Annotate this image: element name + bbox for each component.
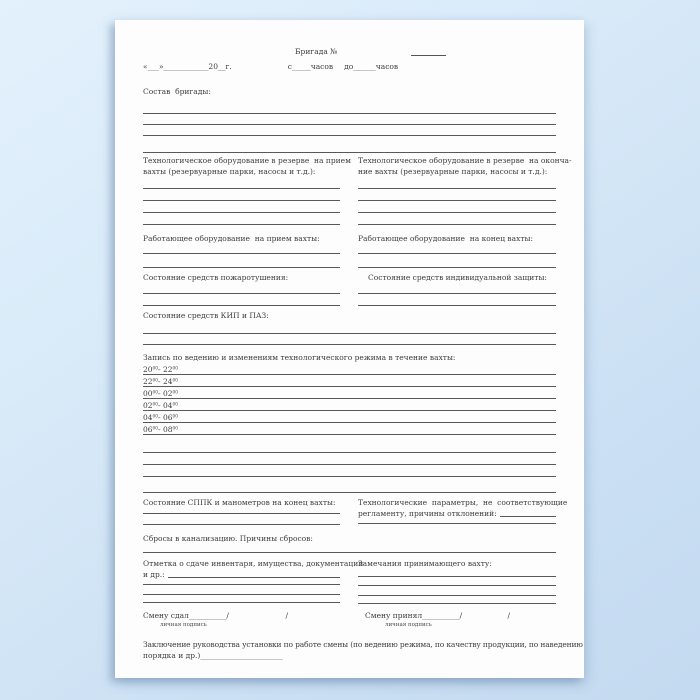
log-time-range: $02^{00}-$ $04^{00}$	[143, 400, 178, 410]
blank-line	[143, 253, 340, 254]
blank-line	[143, 224, 340, 225]
blank-line	[143, 135, 556, 136]
inventory-label-line2: и др.:	[143, 570, 165, 579]
blank-line	[143, 333, 556, 334]
sppk-label: Состояние СППК и манометров на конец вахты:	[143, 498, 336, 507]
blank-line	[143, 513, 340, 514]
blank-line	[143, 305, 340, 306]
log-time-range: $00^{00}-$ $02^{00}$	[143, 388, 178, 398]
conclusion-label-line2: порядка и др.)______________________	[143, 651, 283, 660]
log-time-row	[143, 363, 556, 375]
log-time-range: $20^{00}-$ $22^{00}$	[143, 364, 178, 374]
blank-line	[143, 344, 556, 345]
blank-line	[358, 293, 556, 294]
fire-equipment-label: Состояние средств пожаротушения:	[143, 273, 289, 282]
blank-line	[143, 293, 340, 294]
handover-section	[143, 558, 556, 604]
inventory-label-line1: Отметка о сдаче инвентаря, имущества, документации	[143, 559, 364, 568]
blank-line	[358, 224, 556, 225]
blank-line	[143, 452, 556, 453]
crew-section-label: Состав бригады:	[143, 87, 211, 96]
log-time-range: $22^{00}-$ $24^{00}$	[143, 376, 178, 386]
working-equipment-section	[143, 233, 556, 268]
blank-line	[143, 476, 556, 477]
reserve-intake-label-line2: вахты (резервуарные парки, насосы и т.д.):	[143, 167, 316, 176]
blank-line	[143, 602, 340, 603]
log-time-row	[143, 387, 556, 399]
signature-captions-row	[143, 621, 556, 630]
blank-line	[143, 188, 340, 189]
log-time-row	[143, 411, 556, 423]
signature-caption: личная подпись	[385, 622, 432, 628]
log-time-row	[143, 423, 556, 435]
params-label-line2: регламенту, причины отклонений:	[358, 509, 497, 518]
signature-slash: /	[507, 611, 510, 620]
blank-line	[358, 200, 556, 201]
hours-to-field: до______часов	[344, 62, 399, 71]
blank-line	[358, 576, 556, 577]
log-time-row	[143, 375, 556, 387]
blank-line	[168, 569, 340, 578]
sppk-params-section	[143, 497, 568, 525]
brigade-number-blank	[411, 46, 446, 56]
hours-from-field: с_____часов	[287, 62, 334, 71]
log-time-row	[143, 399, 556, 411]
drains-label: Сбросы в канализацию. Причины сбросов:	[143, 534, 313, 543]
blank-line	[143, 124, 556, 125]
log-time-range: $04^{00}-$ $06^{00}$	[143, 412, 178, 422]
blank-line	[143, 152, 556, 153]
blank-line	[143, 594, 340, 595]
log-time-range: $06^{00}-$ $08^{00}$	[143, 424, 178, 434]
form-header-row1	[143, 46, 556, 57]
blank-line	[143, 552, 556, 553]
brigade-number-label: Бригада №	[295, 47, 338, 56]
blank-line	[358, 523, 556, 524]
blank-line	[358, 188, 556, 189]
safety-equipment-section	[143, 272, 556, 306]
working-intake-label: Работающее оборудование на прием вахты:	[143, 234, 320, 243]
ppe-label: Состояние средств индивидуальной защиты:	[368, 273, 547, 282]
blank-line	[143, 200, 340, 201]
shift-log-form-page	[115, 20, 584, 678]
working-end-label: Работающее оборудование на конец вахты:	[358, 234, 533, 243]
remarks-label: Замечания принимающего вахту:	[358, 559, 492, 568]
blank-line	[143, 584, 340, 585]
form-header-row2	[143, 61, 556, 72]
blank-line	[143, 492, 556, 493]
conclusion-label-line1: Заключение руководства установки по работе смены (по ведению режима, по качеству продукции, по наведению	[143, 640, 583, 649]
shift-handed-label: Смену сдал__________/	[143, 611, 229, 620]
blank-line	[143, 113, 556, 114]
shift-accepted-label: Смену принял__________/	[365, 611, 463, 620]
blank-line	[500, 508, 556, 517]
blank-line	[358, 585, 556, 586]
blank-line	[358, 267, 556, 268]
blank-line	[143, 524, 340, 525]
blank-line	[143, 464, 556, 465]
kip-paz-label: Состояние средств КИП и ПАЗ:	[143, 311, 269, 320]
log-section-label: Запись по ведению и изменениям технологического режима в течение вахты:	[143, 353, 456, 362]
signatures-row	[143, 610, 556, 621]
signature-slash: /	[285, 611, 288, 620]
blank-line	[358, 595, 556, 596]
reserve-end-label-line1: Технологическое оборудование в резерве на оконча-	[358, 156, 572, 165]
blank-line	[143, 212, 340, 213]
reserve-end-label-line2: ние вахты (резервуарные парки, насосы и т.д.):	[358, 167, 548, 176]
reserve-intake-label-line1: Технологическое оборудование в резерве на прием	[143, 156, 351, 165]
blank-line	[358, 212, 556, 213]
blank-line	[143, 267, 340, 268]
params-label-line1: Технологические параметры, не соответствующие	[358, 498, 568, 507]
reserve-equipment-section	[143, 155, 572, 225]
blank-line	[358, 603, 556, 604]
blank-line	[358, 305, 556, 306]
date-field: «___»____________20__г.	[143, 62, 232, 71]
blank-line	[358, 253, 556, 254]
signature-caption: личная подпись	[160, 622, 207, 628]
conclusion-section	[143, 639, 583, 661]
